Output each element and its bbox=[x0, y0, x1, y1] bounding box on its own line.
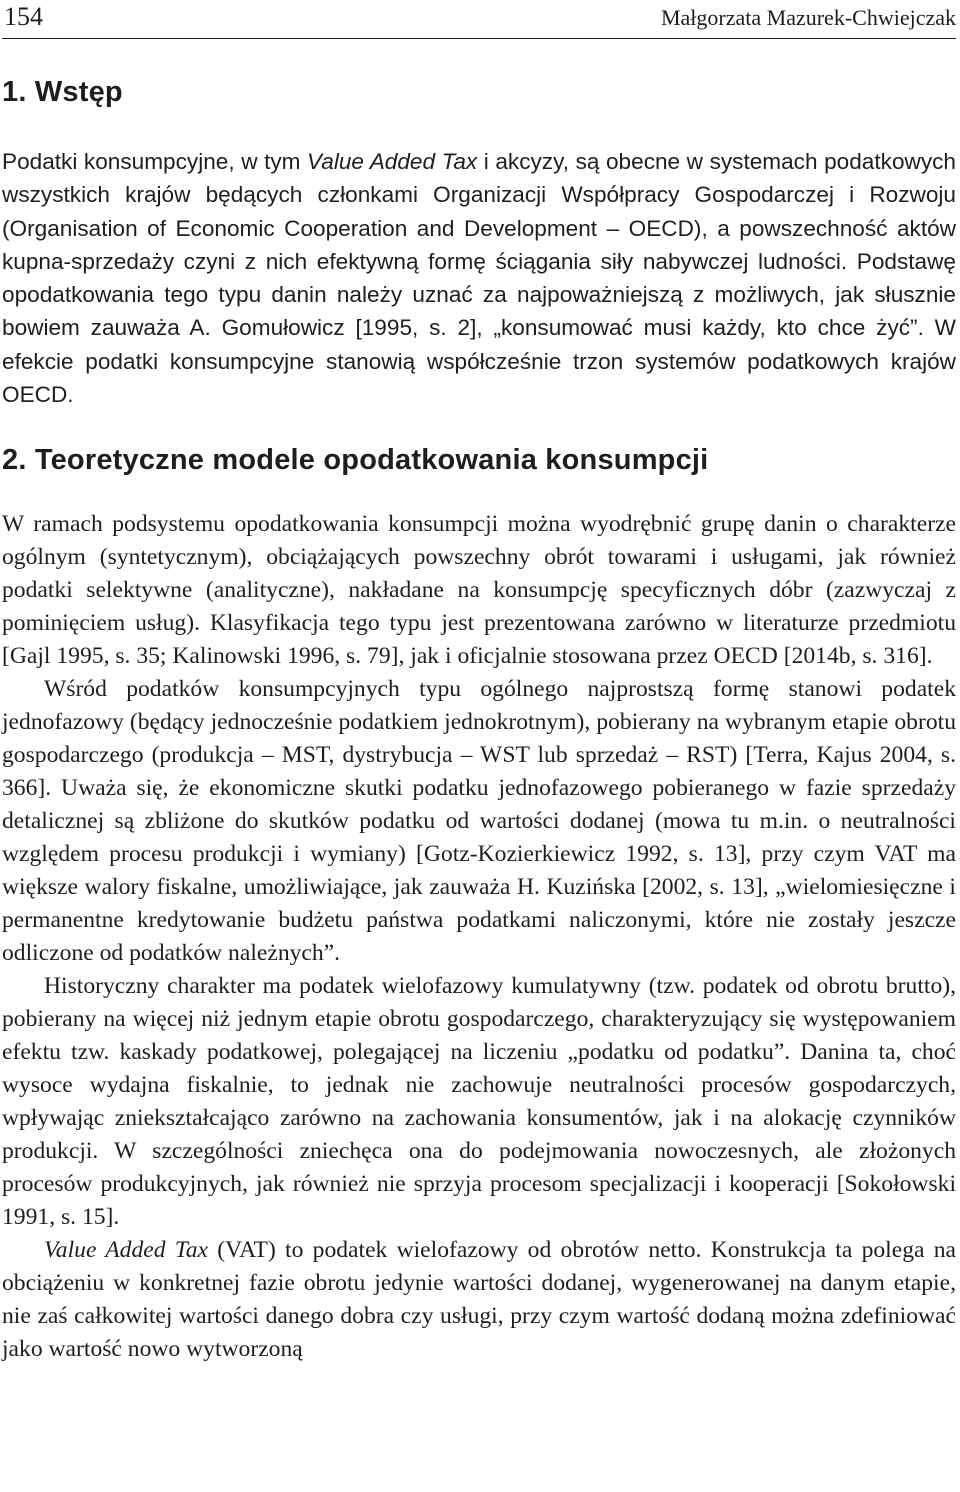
document-page bbox=[2, 0, 956, 1366]
introduction-text bbox=[2, 145, 956, 411]
text-run: Podatki konsumpcyjne, w tym bbox=[2, 149, 308, 174]
italic-term: Value Added Tax bbox=[307, 149, 478, 174]
paragraph: W ramach podsystemu opodatkowania konsumpcji można wyodrębnić grupę danin o charakterze ogólnym (syntetycznym), obciążających powszechny obrót towarami i usługami, jak również podatki selektywne (analityczne), nakładane na konsumpcję specyficznych dóbr (zazwyczaj z pominięciem usług). Klasyfikacja tego typu jest prezentowana zarówno w literaturze przedmiotu [Gajl 1995, s. 35; Kalinowski 1996, s. 79], jak i oficjalnie stosowana przez OECD [2014b, s. 316]. bbox=[2, 511, 956, 670]
page-number: 154 bbox=[4, 2, 43, 31]
section-heading-introduction: 1. Wstęp bbox=[2, 76, 123, 108]
paragraph: Wśród podatków konsumpcyjnych typu ogólnego najprostszą formę stanowi podatek jednofazowy (będący jednocześnie podatkiem jednokrotnym), pobierany na wybranym etapie obrotu gospodarczego (produkcja – MST, dystrybucja – WST lub sprzedaż – RST) [Terra, Kajus 2004, s. 366]. Uważa się, że ekonomiczne skutki podatku jednofazowego pobieranego w fazie sprzedaży detalicznej są zbliżone do skutków podatku od wartości dodanej (mowa tu m.in. o neutralności względem procesu produkcji i wymiany) [Gotz-Kozierkiewicz 1992, s. 13], przy czym VAT ma większe walory fiskalne, umożliwiające, jak zauważa H. Kuzińska [2002, s. 13], „wielomiesięczne i permanentne kredytowanie budżetu państwa podatkami naliczonymi, które nie zostały jeszcze odliczone od podatków należnych”. bbox=[2, 676, 956, 967]
running-head bbox=[2, 0, 956, 39]
text-run: i akcyzy, są obecne w systemach podatkowych wszystkich krajów będących członkami Organizacji Współpracy Gospodarczej i Rozwoju (Organisation of Economic Cooperation and Development – OECD), a powszechność aktów kupna-sprzedaży czyni z nich efektywną formę ściągania siły nabywczej ludności. Podstawę opodatkowania tego typu danin należy uznać za najpoważniejszą z możliwych, jak słusznie bowiem zauważa A. Gomułowicz [1995, s. 2], „konsumować musi każdy, kto chce żyć”. W efekcie podatki konsumpcyjne stanowią współcześnie trzon systemów podatkowych krajów OECD. bbox=[2, 149, 956, 408]
text-run: (VAT) to podatek wielofazowy od obrotów netto. Konstrukcja ta polega na obciążeniu w konkretnej fazie obrotu jedynie wartości dodanej, wygenerowanej na danym etapie, nie zaś całkowitej wartości danego dobra czy usługi, przy czym wartość dodaną można zdefiniować jako wartość nowo wytworzoną bbox=[2, 1237, 956, 1363]
author-name: Małgorzata Mazurek-Chwiejczak bbox=[660, 5, 956, 30]
paragraph: Historyczny charakter ma podatek wielofazowy kumulatywny (tzw. podatek od obrotu brutto), pobierany na więcej niż jednym etapie obrotu gospodarczego, charakteryzujący się występowaniem efektu tzw. kaskady podatkowej, polegającej na liczeniu „podatku od podatku”. Danina ta, choć wysoce wydajna fiskalnie, to jednak nie zachowuje neutralności procesów gospodarczych, wpływając zniekształcająco zarówno na zachowania konsumentów, jak i na alokację czynników produkcji. W szczególności zniechęca ona do podejmowania nowoczesnych, ale złożonych procesów produkcyjnych, jak również nie sprzyja procesom specjalizacji i kooperacji [Sokołowski 1991, s. 15]. bbox=[2, 973, 956, 1231]
theoretical-models-text bbox=[2, 508, 956, 1366]
section-heading-theoretical-models: 2. Teoretyczne modele opodatkowania konsumpcji bbox=[2, 444, 709, 477]
paragraph bbox=[2, 1234, 956, 1366]
paragraph bbox=[2, 145, 956, 411]
italic-term: Value Added Tax bbox=[44, 1237, 208, 1264]
